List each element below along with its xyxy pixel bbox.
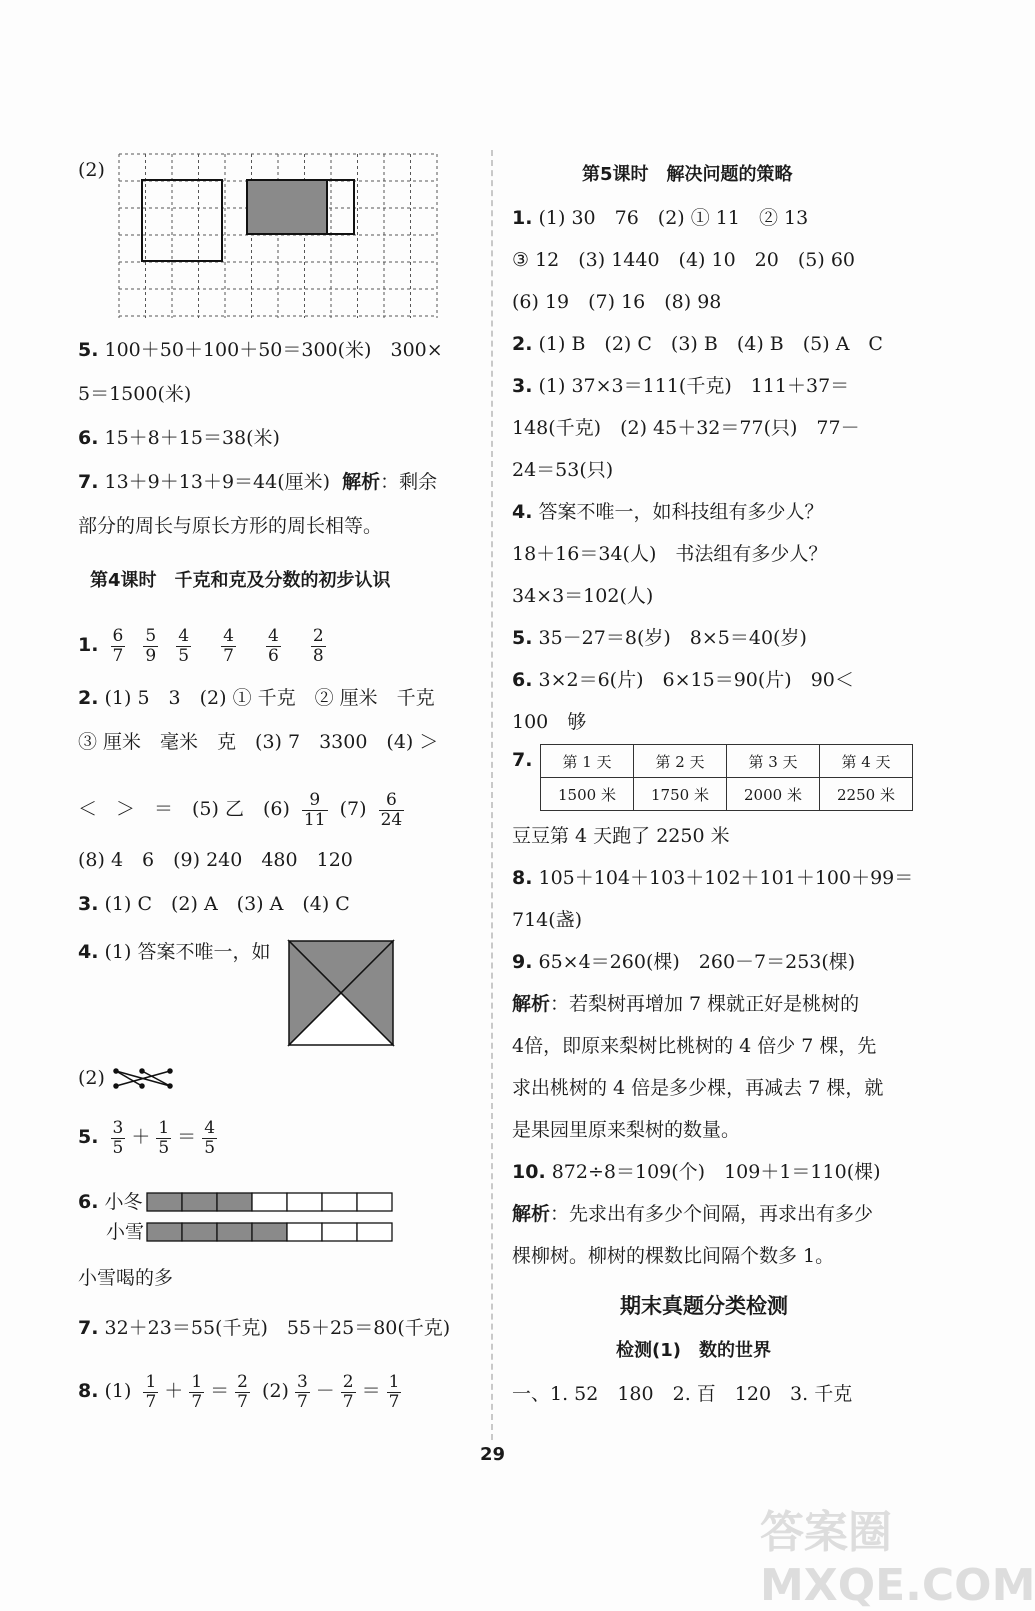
crossing-lines-figure: [112, 1066, 174, 1092]
r9-note1: 解析：若梨树再增加 7 棵就正好是桃树的: [512, 993, 860, 1015]
r9-note2: 4倍，即原来梨树比桃树的 4 倍少 7 棵，先: [512, 1035, 877, 1057]
r1-line1: 1. (1) 30 76 (2) ① 11 ② 13: [512, 207, 809, 229]
rectangle-remainder: [327, 180, 354, 234]
r7-number: 7.: [512, 749, 533, 771]
table-cell: 第 3 天: [727, 745, 820, 778]
r5-line: 5. 35－27＝8(岁) 8×5＝40(岁): [512, 627, 807, 649]
q5-line2: 5＝1500(米): [78, 383, 192, 405]
table-cell: 第 2 天: [634, 745, 727, 778]
grid-figure: [118, 153, 438, 319]
l3-line: 3. (1) C (2) A (3) A (4) C: [78, 893, 350, 915]
r10-note2: 棵柳树。柳树的棵数比间隔个数多 1。: [512, 1245, 835, 1267]
grid-label: (2): [78, 159, 105, 181]
r10-note1: 解析：先求出有多少个间隔，再求出有多少: [512, 1203, 874, 1225]
q7-line2: 部分的周长与原长方形的周长相等。: [78, 515, 383, 537]
table-cell: 第 1 天: [541, 745, 634, 778]
l6-conclusion: 小雪喝的多: [78, 1267, 174, 1289]
l6-xiaodong: 6. 小冬: [78, 1191, 143, 1213]
table-header-row: [541, 745, 913, 778]
table-cell: 2000 米: [727, 778, 820, 811]
r3-line1: 3. (1) 37×3＝111(千克) 111＋37＝: [512, 375, 850, 397]
table-cell: 1750 米: [634, 778, 727, 811]
r4-line2: 18＋16＝34(人) 书法组有多少人？: [512, 543, 828, 565]
l8-fractions: 8. (1) $\frac{1}{7}$ ＋ $\frac{1}{7}$ ＝ $\frac{2}{7}$ (2) $\frac{3}{7}$ － $\frac{2}{7}$ ＝ $\frac{1}{7}$: [78, 1371, 400, 1412]
heading-final-exam: 期末真题分类检测: [620, 1294, 788, 1318]
q6-line: 6. 15＋8＋15＝38(米): [78, 427, 280, 449]
r9-note4: 是果园里原来梨树的数量。: [512, 1119, 741, 1141]
square-diagonals-figure: [288, 940, 394, 1046]
l2-line3: ＜ ＞ ＝ (5) 乙 (6) $\frac{9}{11}$ (7) $\frac{6}{24}$: [78, 789, 403, 830]
r4-line1: 4. 答案不唯一，如科技组有多少人？: [512, 501, 824, 523]
bar-comparison-figure: [146, 1190, 394, 1246]
table-row: [541, 778, 913, 811]
last-line: 一、1. 52 180 2. 百 120 3. 千克: [512, 1383, 853, 1405]
r1-line3: (6) 19 (7) 16 (8) 98: [512, 291, 722, 313]
r3-line2: 148(千克) (2) 45＋32＝77(只) 77－: [512, 417, 860, 439]
l1-fractions: 1. $\frac{6}{7}$ $\frac{5}{9}$ $\frac{4}{5}$ $\frac{4}{7}$ $\frac{4}{6}$ $\frac{2}{8}$: [78, 625, 324, 666]
heading-lesson4: 第4课时 千克和克及分数的初步认识: [90, 570, 391, 591]
l2-line1: 2. (1) 5 3 (2) ① 千克 ② 厘米 千克: [78, 687, 435, 709]
square-outline: [142, 180, 222, 261]
l2-line4: (8) 4 6 (9) 240 480 120: [78, 849, 353, 871]
r7-conclusion: 豆豆第 4 天跑了 2250 米: [512, 825, 730, 847]
running-table: [540, 744, 913, 811]
column-divider: [491, 150, 493, 1440]
r4-line3: 34×3＝102(人): [512, 585, 654, 607]
table-cell: 1500 米: [541, 778, 634, 811]
heading-test1: 检测(1) 数的世界: [616, 1340, 771, 1361]
table-cell: 第 4 天: [820, 745, 913, 778]
r3-line3: 24＝53(只): [512, 459, 614, 481]
r8-line1: 8. 105＋104＋103＋102＋101＋100＋99＝: [512, 867, 914, 889]
l2-line2: ③ 厘米 毫米 克 (3) 7 3300 (4) ＞: [78, 731, 439, 753]
r6-line1: 6. 3×2＝6(片) 6×15＝90(片) 90＜: [512, 669, 854, 691]
r9-note3: 求出桃树的 4 倍是多少棵，再减去 7 棵，就: [512, 1077, 884, 1099]
r9-line: 9. 65×4＝260(棵) 260－7＝253(棵): [512, 951, 856, 973]
page-number: 29: [480, 1444, 506, 1465]
heading-lesson5: 第5课时 解决问题的策略: [582, 164, 793, 185]
shaded-rectangle: [247, 180, 327, 234]
l4-line: 4. (1) 答案不唯一，如: [78, 941, 271, 963]
l7-line: 7. 32＋23＝55(千克) 55＋25＝80(千克): [78, 1317, 451, 1339]
table-cell: 2250 米: [820, 778, 913, 811]
r6-line2: 100 够: [512, 711, 587, 733]
r8-line2: 714(盏): [512, 909, 583, 931]
r2-line: 2. (1) B (2) C (3) B (4) B (5) A C: [512, 333, 883, 355]
l6-xiaoxue-label: 小雪: [106, 1221, 145, 1243]
r10-line: 10. 872÷8＝109(个) 109＋1＝110(棵): [512, 1161, 881, 1183]
q5-line1: 5. 100＋50＋100＋50＝300(米) 300×: [78, 339, 443, 361]
l5-fractions: 5. $\frac{3}{5}$ ＋ $\frac{1}{5}$ ＝ $\frac{4}{5}$: [78, 1117, 216, 1158]
q7-line1: 7. 13＋9＋13＋9＝44(厘米) 解析：剩余: [78, 471, 438, 493]
watermark-logo: 答案圈 MXQE.COM: [760, 1507, 1035, 1611]
l4-part2-label: (2): [78, 1067, 105, 1089]
r1-line2: ③ 12 (3) 1440 (4) 10 20 (5) 60: [512, 249, 855, 271]
